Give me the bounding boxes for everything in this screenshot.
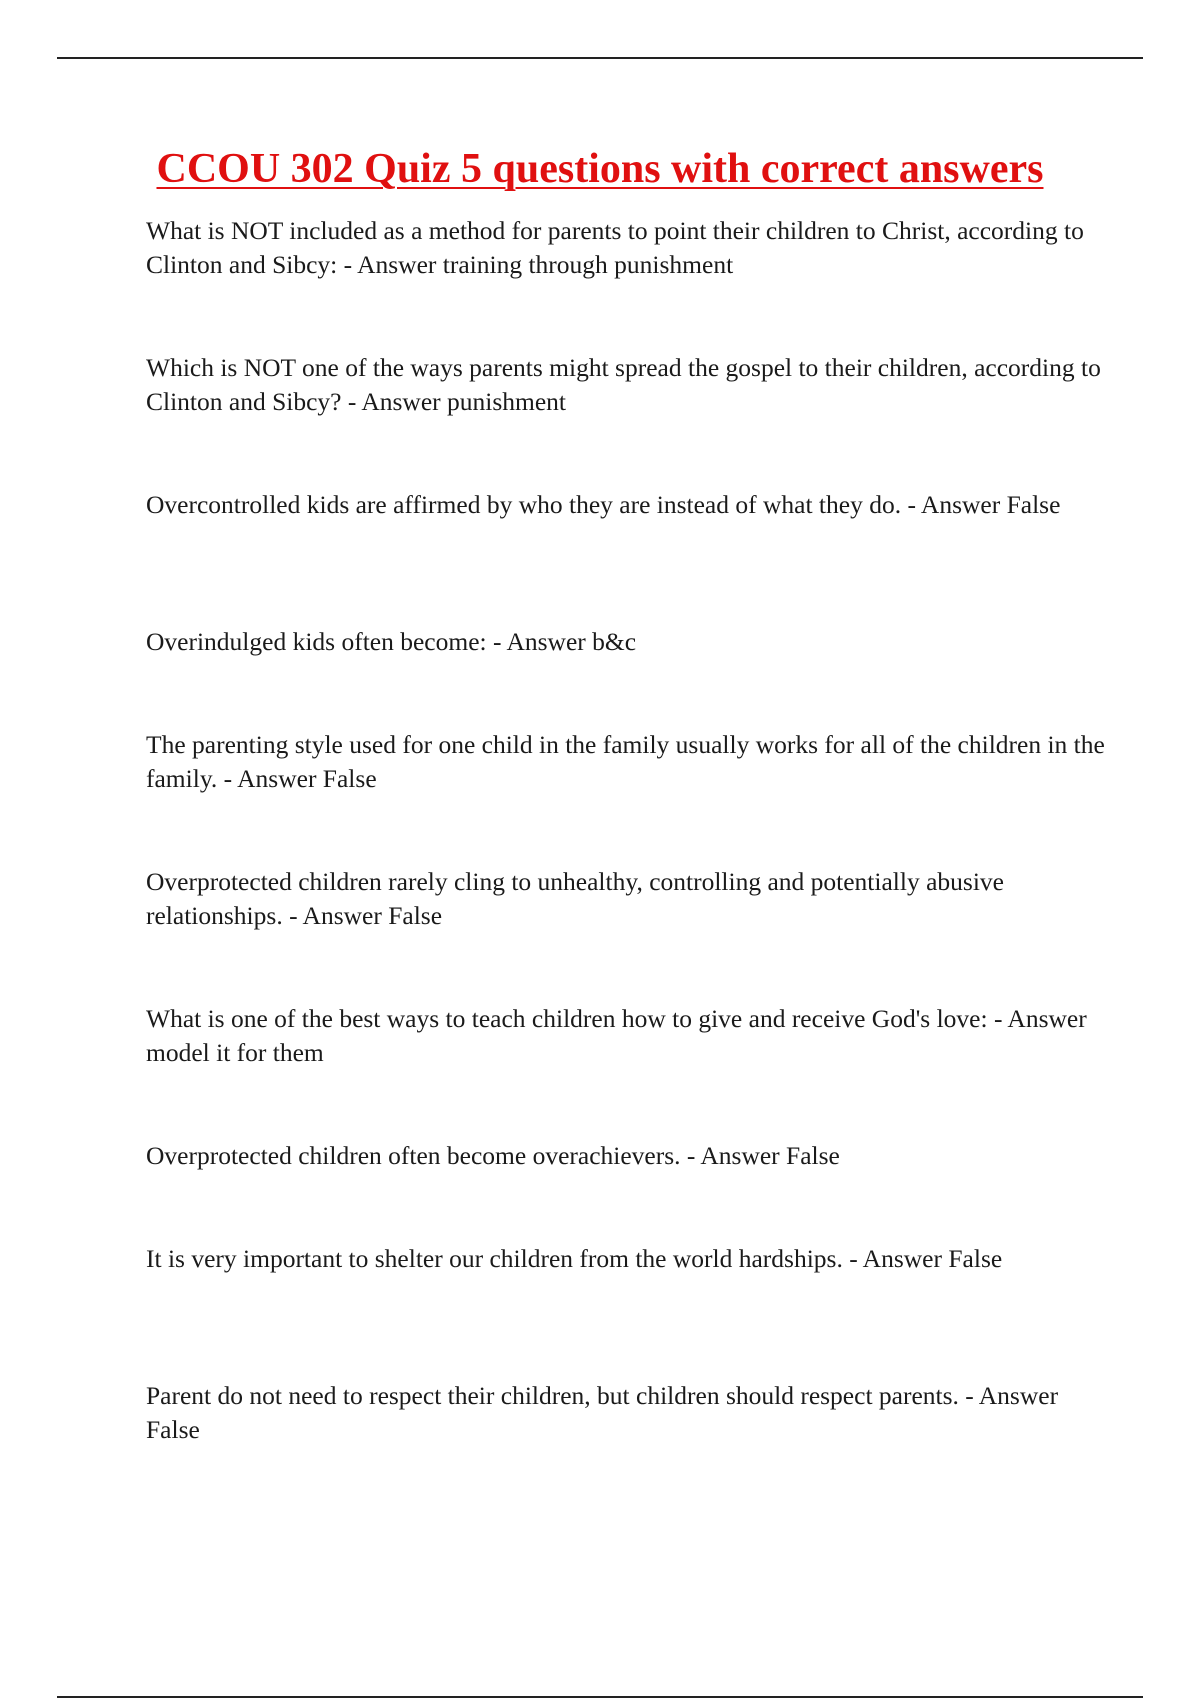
document-title: CCOU 302 Quiz 5 questions with correct answers: [156, 146, 1044, 192]
qa-item-7: What is one of the best ways to teach children how to give and receive God's love: - Answer model it for them: [146, 1004, 1087, 1067]
qa-item-8: Overprotected children often become overachievers. - Answer False: [146, 1141, 840, 1170]
bottom-divider: [57, 1696, 1143, 1698]
top-divider: [57, 57, 1143, 59]
qa-list: [146, 214, 1106, 1516]
qa-item-10: Parent do not need to respect their children, but children should respect parents. - Answer False: [146, 1381, 1059, 1444]
qa-item-5: The parenting style used for one child in the family usually works for all of the children in the family. - Answer False: [146, 730, 1105, 793]
qa-item-4: Overindulged kids often become: - Answer b&c: [146, 627, 637, 656]
qa-item-9: It is very important to shelter our children from the world hardships. - Answer False: [146, 1244, 1003, 1273]
qa-item-6: Overprotected children rarely cling to unhealthy, controlling and potentially abusive relationships. - Answer False: [146, 867, 1004, 930]
qa-item-1: What is NOT included as a method for parents to point their children to Christ, according to Clinton and Sibcy: - Answer training through punishment: [146, 216, 1084, 279]
qa-item-2: Which is NOT one of the ways parents might spread the gospel to their children, according to Clinton and Sibcy? - Answer punishment: [146, 353, 1101, 416]
qa-item-3: Overcontrolled kids are affirmed by who they are instead of what they do. - Answer False: [146, 490, 1061, 519]
